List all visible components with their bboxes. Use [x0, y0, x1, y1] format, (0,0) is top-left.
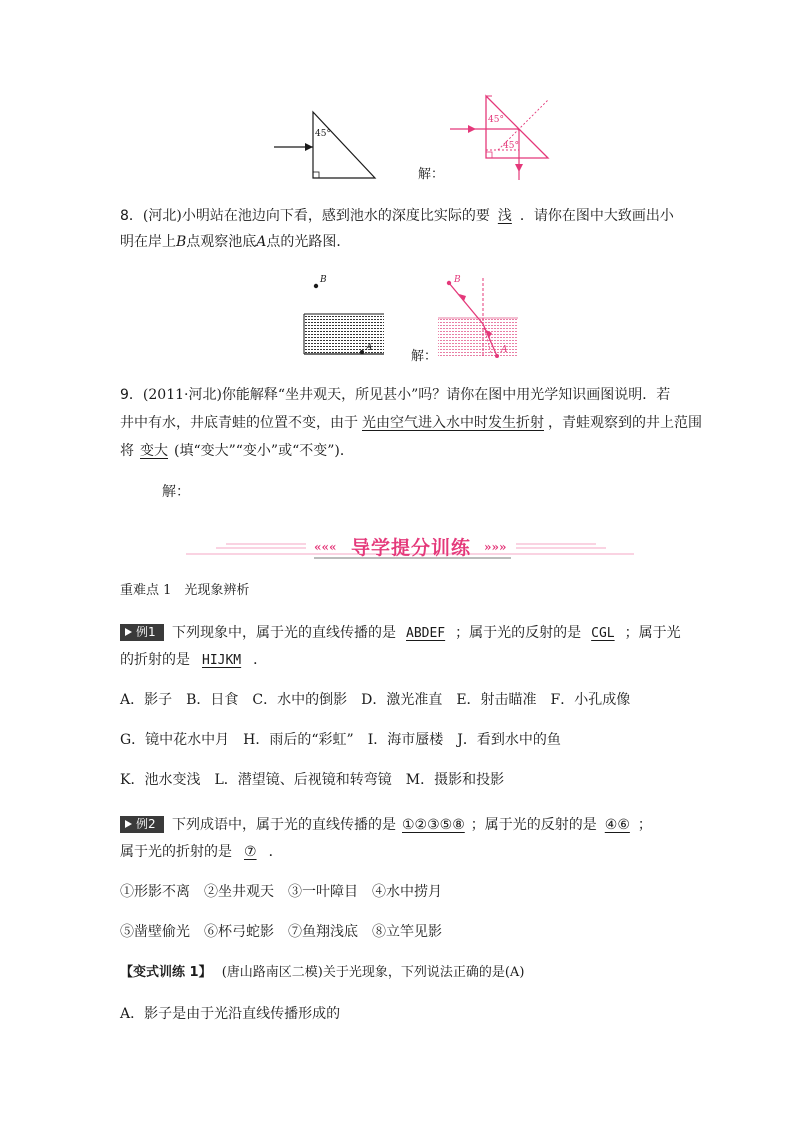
play-icon — [125, 628, 132, 636]
example1-options-3: K．池水变浅 L．潜望镜、后视镜和转弯镜 M．摄影和投影 — [120, 772, 505, 788]
example2-text2: ；属于光的反射的是 — [470, 817, 597, 833]
play-icon — [125, 820, 132, 828]
answer-label-1: 解： — [418, 167, 445, 182]
example2-options-2: ⑤凿壁偷光 ⑥杯弓蛇影 ⑦鱼翔浅底 ⑧立竿见影 — [120, 924, 442, 940]
solution-point-a: A — [501, 345, 508, 355]
q8-line1 — [120, 206, 674, 226]
example1-text1: 下列现象中，属于光的直线传播的是 — [172, 625, 396, 641]
q8-var-b: B — [176, 234, 187, 250]
q9-text1: (2011·河北)你能解释“坐井观天，所见甚小”吗？请你在图中用光学知识画图说明．若 — [142, 387, 671, 403]
q9-answer1: 光由空气进入水中时发生折射 — [362, 415, 544, 431]
example1-line2-b: ． — [253, 652, 268, 668]
example1-text2: ；属于光的反射的是 — [455, 625, 582, 641]
example1-line2-a: 的折射的是 — [120, 652, 190, 668]
pool-question — [304, 275, 384, 354]
example2-answer3: ⑦ — [244, 844, 257, 860]
example2-line1 — [120, 815, 652, 835]
example1-answer2: CGL — [591, 626, 615, 641]
prism-question — [274, 112, 375, 178]
example1-line2 — [120, 650, 267, 671]
q9-line2 — [120, 413, 702, 433]
solution-point-b: B — [454, 275, 461, 285]
point-a-label: A — [366, 343, 373, 353]
example2-line2-a: 属于光的折射的是 — [120, 844, 232, 860]
section-heading: 重难点 1 光现象辨析 — [120, 583, 250, 598]
example2-text3: ； — [637, 817, 652, 833]
example1-answer3: HIJKM — [202, 653, 242, 668]
svg-text:«««: ««« — [314, 540, 337, 554]
point-b-label: B — [320, 275, 327, 285]
angle-label-top: 45° — [488, 115, 504, 125]
example1-answer1: ABDEF — [406, 626, 446, 641]
example2-answer2: ④⑥ — [604, 817, 630, 833]
example2-line2 — [120, 842, 283, 862]
variant-option-a: A．影子是由于光沿直线传播形成的 — [120, 1006, 341, 1022]
angle-label: 45° — [315, 129, 331, 139]
q9-answer-label: 解： — [162, 484, 190, 500]
q8-line2-c: 点的光路图． — [266, 234, 351, 250]
example2-options-1: ①形影不离 ②坐井观天 ③一叶障目 ④水中捞月 — [120, 884, 442, 900]
q9-line1 — [120, 385, 670, 405]
example2-badge — [120, 816, 164, 833]
q9-line2-b: ，青蛙观察到的井上范围 — [548, 415, 702, 431]
q8-answer: 浅 — [497, 208, 512, 224]
q9-number: 9． — [120, 387, 143, 403]
example2-badge-label: 例2 — [136, 817, 156, 831]
variant-label: 【变式训练 1】 — [120, 965, 212, 980]
q9-line3-b: (填“变大”“变小”或“不变”)． — [174, 443, 354, 459]
variant-text: (唐山路南区二模)关于光现象，下列说法正确的是(A) — [221, 965, 525, 980]
example1-options-2: G．镜中花水中月 H．雨后的“彩虹” I．海市蜃楼 J．看到水中的鱼 — [120, 732, 561, 748]
q9-line3-a: 将 — [120, 443, 134, 459]
variant-line — [120, 963, 524, 983]
example2-answer1: ①②③⑤⑧ — [402, 817, 465, 833]
q9-line2-a: 井中有水，井底青蛙的位置不变，由于 — [120, 415, 358, 431]
q8-text1: (河北)小明站在池边向下看，感到池水的深度比实际的要 — [142, 208, 490, 224]
example2-line2-b: ． — [268, 844, 283, 860]
q8-line2 — [120, 232, 350, 252]
q8-text2: ．请你在图中大致画出小 — [519, 208, 674, 224]
q8-var-a: A — [256, 234, 267, 250]
pool-solution — [438, 275, 518, 358]
example2-text1: 下列成语中，属于光的直线传播的是 — [172, 817, 396, 833]
prism-figure — [270, 88, 570, 188]
q8-line2-a: 明在岸上 — [120, 234, 176, 250]
q8-line2-b: 点观察池底 — [186, 234, 257, 250]
section-banner — [186, 530, 634, 562]
banner-title: 导学提分训练 — [351, 537, 472, 559]
q8-number: 8． — [120, 208, 143, 224]
answer-label-2: 解： — [411, 349, 438, 364]
example1-badge-label: 例1 — [136, 625, 156, 639]
svg-text:»»»: »»» — [484, 540, 507, 554]
prism-solution — [450, 96, 548, 180]
example1-badge — [120, 624, 164, 641]
pool-figure — [296, 268, 526, 368]
q9-answer2: 变大 — [140, 443, 168, 459]
example1-text3: ；属于光 — [624, 625, 681, 641]
example1-options-1: A．影子 B．日食 C．水中的倒影 D．激光准直 E．射击瞄准 F．小孔成像 — [120, 692, 631, 708]
angle-label-bottom: 45° — [503, 141, 519, 151]
example1-line1 — [120, 623, 681, 644]
q9-line3 — [120, 441, 354, 461]
